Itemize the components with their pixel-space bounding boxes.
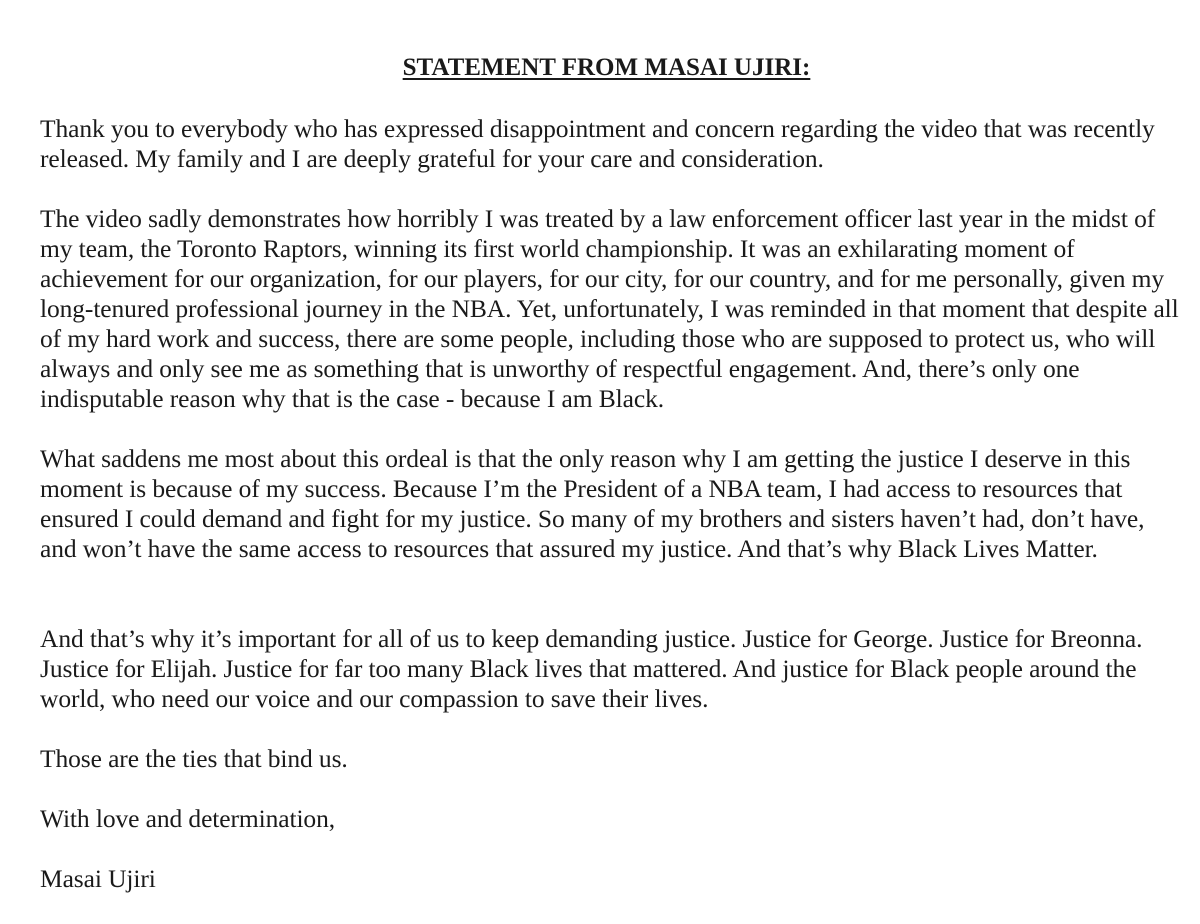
signature-name: Masai Ujiri (40, 864, 156, 893)
paragraph-saddens: What saddens me most about this ordeal is that the only reason why I am getting the justice I deserve in this moment is because of my success. Because I’m the President of a NBA team, I had access to resources that ensured I could demand and fight for my justice. So many of my brothers and sisters haven’t had, don’t have, and won’t have the same access to resources that assured my justice. And that’s why Black Lives Matter. (40, 444, 1145, 563)
paragraph-justice: And that’s why it’s important for all of us to keep demanding justice. Justice for George. Justice for Breonna. Justice for Elijah. Justice for far too many Black lives that mattered. And justice for Black people around the world, who need our voice and our compassion to save their lives. (40, 624, 1143, 713)
paragraph-ties: Those are the ties that bind us. (40, 744, 348, 773)
paragraph-video: The video sadly demonstrates how horribly I was treated by a law enforcement officer last year in the midst of my team, the Toronto Raptors, winning its first world championship. It was an exhilarating moment of achievement for our organization, for our players, for our city, for our country, and for me personally, given my long-tenured professional journey in the NBA. Yet, unfortunately, I was reminded in that moment that despite all of my hard work and success, there are some people, including those who are supposed to protect us, who will always and only see me as something that is unworthy of respectful engagement. And, there’s only one indisputable reason why that is the case - because I am Black. (40, 204, 1179, 413)
closing-salutation: With love and determination, (40, 804, 336, 833)
statement-title: STATEMENT FROM MASAI UJIRI: (402, 54, 811, 81)
paragraph-thanks: Thank you to everybody who has expressed disappointment and concern regarding the video that was recently released. My family and I are deeply grateful for your care and consideration. (40, 114, 1155, 173)
